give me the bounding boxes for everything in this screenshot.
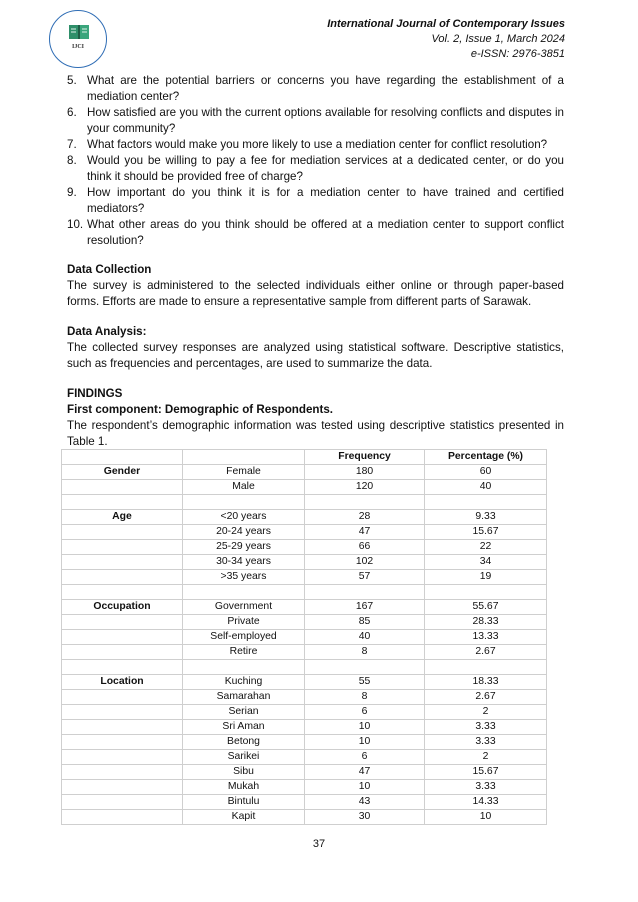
table-header-cell — [183, 450, 305, 465]
table-category-cell — [62, 780, 183, 795]
table-cell: 13.33 — [425, 630, 547, 645]
table-header-row — [62, 450, 547, 465]
table-cell: Private — [183, 615, 305, 630]
table-row — [62, 750, 547, 765]
question-text: What other areas do you think should be offered at a mediation center to support conflict resolution? — [87, 218, 564, 247]
data-analysis-body: The collected survey responses are analyzed using statistical software. Descriptive statistics, such as frequencies and percentages, are used to summarize the data. — [67, 341, 564, 370]
table-category-cell — [62, 630, 183, 645]
table-cell: Retire — [183, 645, 305, 660]
table-cell: 2 — [425, 750, 547, 765]
table-cell: Sri Aman — [183, 720, 305, 735]
table-cell — [425, 660, 547, 675]
table-category-cell — [62, 810, 183, 825]
table-row — [62, 585, 547, 600]
table-row — [62, 795, 547, 810]
table-cell: Sarikei — [183, 750, 305, 765]
table-category-cell — [62, 720, 183, 735]
table-cell — [183, 585, 305, 600]
question-number: 6. — [67, 106, 77, 119]
journal-title: International Journal of Contemporary Issues — [327, 18, 565, 30]
question-text: What factors would make you more likely to use a mediation center for conflict resolution? — [87, 138, 548, 151]
table-row — [62, 540, 547, 555]
table-cell: Betong — [183, 735, 305, 750]
table-row — [62, 615, 547, 630]
table-row — [62, 510, 547, 525]
table-cell — [425, 585, 547, 600]
journal-volume: Vol. 2, Issue 1, March 2024 — [431, 33, 565, 45]
table-cell: 55 — [305, 675, 425, 690]
table-cell: 8 — [305, 645, 425, 660]
table-category-cell — [62, 585, 183, 600]
table-category-cell — [62, 540, 183, 555]
table-row — [62, 480, 547, 495]
table-cell: 28.33 — [425, 615, 547, 630]
question-item — [67, 185, 564, 217]
table-cell: 34 — [425, 555, 547, 570]
table-row — [62, 780, 547, 795]
findings-body: The respondent’s demographic information was tested using descriptive statistics presented in Table 1. — [67, 419, 564, 448]
question-text: How satisfied are you with the current options available for resolving conflicts and disputes in your community? — [87, 106, 564, 135]
journal-header — [327, 17, 565, 62]
table-cell: 3.33 — [425, 735, 547, 750]
data-analysis-heading: Data Analysis: — [67, 325, 147, 338]
table-cell: Sibu — [183, 765, 305, 780]
table-cell: 15.67 — [425, 765, 547, 780]
question-number: 9. — [67, 186, 77, 199]
data-collection-heading: Data Collection — [67, 263, 152, 276]
table-cell: Self-employed — [183, 630, 305, 645]
table-row — [62, 525, 547, 540]
table-header-cell — [62, 450, 183, 465]
table-category-cell — [62, 795, 183, 810]
table-cell: 19 — [425, 570, 547, 585]
table-cell: 180 — [305, 465, 425, 480]
journal-logo — [49, 10, 107, 68]
table-category-cell: Age — [62, 510, 183, 525]
table-cell: 10 — [305, 780, 425, 795]
question-item — [67, 137, 564, 153]
question-text: Would you be willing to pay a fee for mediation services at a dedicated center, or do you think it should be provided free of charge? — [87, 154, 564, 183]
table-cell: Serian — [183, 705, 305, 720]
table-row — [62, 465, 547, 480]
table-category-cell — [62, 690, 183, 705]
table-cell: 28 — [305, 510, 425, 525]
table-body — [62, 465, 547, 825]
table-cell: 60 — [425, 465, 547, 480]
table-category-cell — [62, 705, 183, 720]
table-cell: 14.33 — [425, 795, 547, 810]
question-number: 8. — [67, 154, 77, 167]
table-cell — [183, 495, 305, 510]
question-item — [67, 153, 564, 185]
question-text: What are the potential barriers or concerns you have regarding the establishment of a mediation center? — [87, 74, 564, 103]
table-cell: 2.67 — [425, 690, 547, 705]
table-category-cell — [62, 555, 183, 570]
table-category-cell — [62, 765, 183, 780]
table-cell: 10 — [425, 810, 547, 825]
table-cell: 6 — [305, 705, 425, 720]
table-cell: 120 — [305, 480, 425, 495]
table-cell: 30 — [305, 810, 425, 825]
table-cell: 66 — [305, 540, 425, 555]
table-category-cell — [62, 660, 183, 675]
table-row — [62, 495, 547, 510]
table-cell: 40 — [305, 630, 425, 645]
question-number: 7. — [67, 138, 77, 151]
page-number: 37 — [312, 838, 326, 850]
table-cell: >35 years — [183, 570, 305, 585]
table-cell: Bintulu — [183, 795, 305, 810]
table-cell: Samarahan — [183, 690, 305, 705]
table-cell: 20-24 years — [183, 525, 305, 540]
data-collection-body: The survey is administered to the selected individuals either online or through paper-based forms. Efforts are made to ensure a representative sample from different parts of Sarawak. — [67, 279, 564, 308]
table-row — [62, 705, 547, 720]
table-cell: Female — [183, 465, 305, 480]
table-category-cell — [62, 735, 183, 750]
question-item — [67, 217, 564, 249]
table-cell — [305, 495, 425, 510]
table-cell: 167 — [305, 600, 425, 615]
table-category-cell — [62, 480, 183, 495]
table-cell — [305, 660, 425, 675]
table-cell: Kuching — [183, 675, 305, 690]
table-row — [62, 630, 547, 645]
table-cell: 30-34 years — [183, 555, 305, 570]
table-category-cell — [62, 495, 183, 510]
table-cell: Male — [183, 480, 305, 495]
table-cell: 25-29 years — [183, 540, 305, 555]
table-cell: 47 — [305, 525, 425, 540]
table-cell — [183, 660, 305, 675]
findings-heading: FINDINGS — [67, 387, 123, 400]
table-cell: 102 — [305, 555, 425, 570]
table-cell: 43 — [305, 795, 425, 810]
table-cell: 85 — [305, 615, 425, 630]
survey-question-list — [67, 73, 564, 249]
table-cell: 40 — [425, 480, 547, 495]
table-category-cell — [62, 645, 183, 660]
table-cell: 9.33 — [425, 510, 547, 525]
table-cell: Kapit — [183, 810, 305, 825]
table-category-cell — [62, 525, 183, 540]
table-header-cell: Frequency — [305, 450, 425, 465]
table-row — [62, 570, 547, 585]
question-item — [67, 73, 564, 105]
table-row — [62, 600, 547, 615]
table-cell: 6 — [305, 750, 425, 765]
table-row — [62, 660, 547, 675]
table-row — [62, 675, 547, 690]
question-text: How important do you think it is for a mediation center to have trained and certified mediators? — [87, 186, 564, 215]
table-category-cell — [62, 615, 183, 630]
table-cell: 18.33 — [425, 675, 547, 690]
table-cell: 10 — [305, 735, 425, 750]
table-cell: 3.33 — [425, 720, 547, 735]
table-cell: <20 years — [183, 510, 305, 525]
table-row — [62, 735, 547, 750]
table-cell: 47 — [305, 765, 425, 780]
question-number: 5. — [67, 74, 77, 87]
table-cell: 15.67 — [425, 525, 547, 540]
table-cell: Government — [183, 600, 305, 615]
logo-text: IJCI — [71, 44, 84, 50]
table-cell — [305, 585, 425, 600]
data-collection-section — [67, 262, 564, 310]
table-cell: 22 — [425, 540, 547, 555]
table-category-cell — [62, 750, 183, 765]
table-header-cell: Percentage (%) — [425, 450, 547, 465]
journal-issn: e-ISSN: 2976-3851 — [470, 48, 565, 60]
table-cell: 55.67 — [425, 600, 547, 615]
table-cell: 8 — [305, 690, 425, 705]
findings-section — [67, 386, 564, 450]
table-cell: 2 — [425, 705, 547, 720]
table-cell: 57 — [305, 570, 425, 585]
table-cell: 2.67 — [425, 645, 547, 660]
book-icon — [68, 22, 90, 42]
table-category-cell: Gender — [62, 465, 183, 480]
table-row — [62, 645, 547, 660]
table-cell — [425, 495, 547, 510]
data-analysis-section — [67, 324, 564, 372]
demographics-table — [61, 449, 547, 825]
table-category-cell — [62, 570, 183, 585]
table-row — [62, 555, 547, 570]
table-category-cell: Location — [62, 675, 183, 690]
question-number: 10. — [67, 218, 84, 231]
table-row — [62, 765, 547, 780]
table-cell: Mukah — [183, 780, 305, 795]
table-row — [62, 720, 547, 735]
table-row — [62, 810, 547, 825]
question-item — [67, 105, 564, 137]
table-cell: 10 — [305, 720, 425, 735]
table-category-cell: Occupation — [62, 600, 183, 615]
table-row — [62, 690, 547, 705]
findings-subheading: First component: Demographic of Respondents. — [67, 403, 334, 416]
table-cell: 3.33 — [425, 780, 547, 795]
